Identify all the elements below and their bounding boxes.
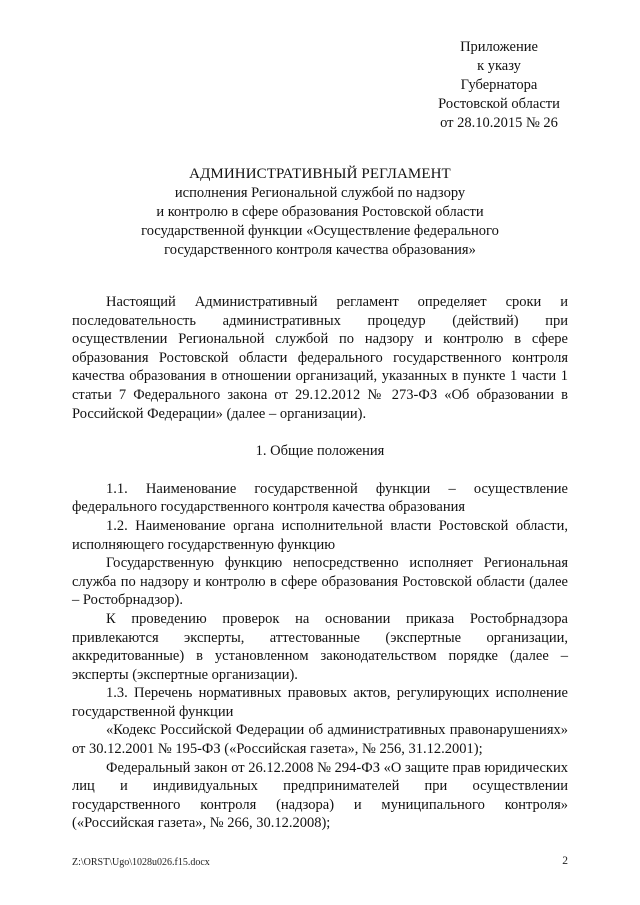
document-title: АДМИНИСТРАТИВНЫЙ РЕГЛАМЕНТ [189,166,451,182]
appendix-line-3: Губернатора [460,77,538,93]
paragraph-1-1: 1.1. Наименование государственной функции – осуществление федерального государственного контроля качества образования [72,480,568,516]
appendix-line-2: к указу [477,58,521,74]
document-subtitle-line-2: и контролю в сфере образования Ростовской области [156,204,484,220]
appendix-line-5: от 28.10.2015 № 26 [440,115,558,131]
intro-paragraph: Настоящий Административный регламент определяет сроки и последовательность административных процедур (действий) при осуществлении Региональной службой по надзору и контролю в сфере образования Ростовской области федерального государственного контроля качества образования в отношении организаций, указанных в пункте 1 части 1 статьи 7 Федерального закона от 29.12.2012 № 273-ФЗ «Об образовании в Российской Федерации» (далее – организации). [72,294,568,422]
appendix-line-4: Ростовской области [438,96,560,112]
paragraph-1-2-a: Государственную функцию непосредственно исполняет Региональная служба по надзору и контролю в сфере образования Ростовской области (далее – Ростобрнадзор). [72,555,568,609]
paragraph-1-2: 1.2. Наименование органа исполнительной власти Ростовской области, исполняющего государственную функцию [72,517,568,553]
footer-file-path: Z:\ORST\Ugo\1028u026.f15.docx [72,857,210,868]
document-subtitle-line-3: государственной функции «Осуществление федерального [141,223,499,239]
document-subtitle-line-1: исполнения Региональной службой по надзору [174,185,466,201]
paragraph-1-3-a: «Кодекс Российской Федерации об административных правонарушениях» от 30.12.2001 № 195-ФЗ («Российская газета», № 256, 31.12.2001); [72,722,568,758]
section-heading: 1. Общие положения [255,443,385,460]
paragraph-1-3: 1.3. Перечень нормативных правовых актов, регулирующих исполнение государственной функции [72,685,568,720]
appendix-line-1: Приложение [460,39,538,55]
document-body [72,293,568,833]
appendix-block [364,38,564,133]
document-title-block [72,165,568,260]
paragraph-1-3-b: Федеральный закон от 26.12.2008 № 294-ФЗ «О защите прав юридических лиц и индивидуальных предпринимателей при осуществлении государственного контроля (надзора) и муниципального контроля» («Российская газета», № 266, 30.12.2008); [72,759,568,832]
page-number: 2 [562,855,568,867]
paragraph-1-2-b: К проведению проверок на основании приказа Ростобрнадзора привлекаются эксперты, аттестованные (экспертные организации, аккредитованные) в установленном законодательством порядке (далее – эксперты (экспертные организации). [72,610,568,683]
document-subtitle-line-4: государственного контроля качества образования» [164,242,476,258]
